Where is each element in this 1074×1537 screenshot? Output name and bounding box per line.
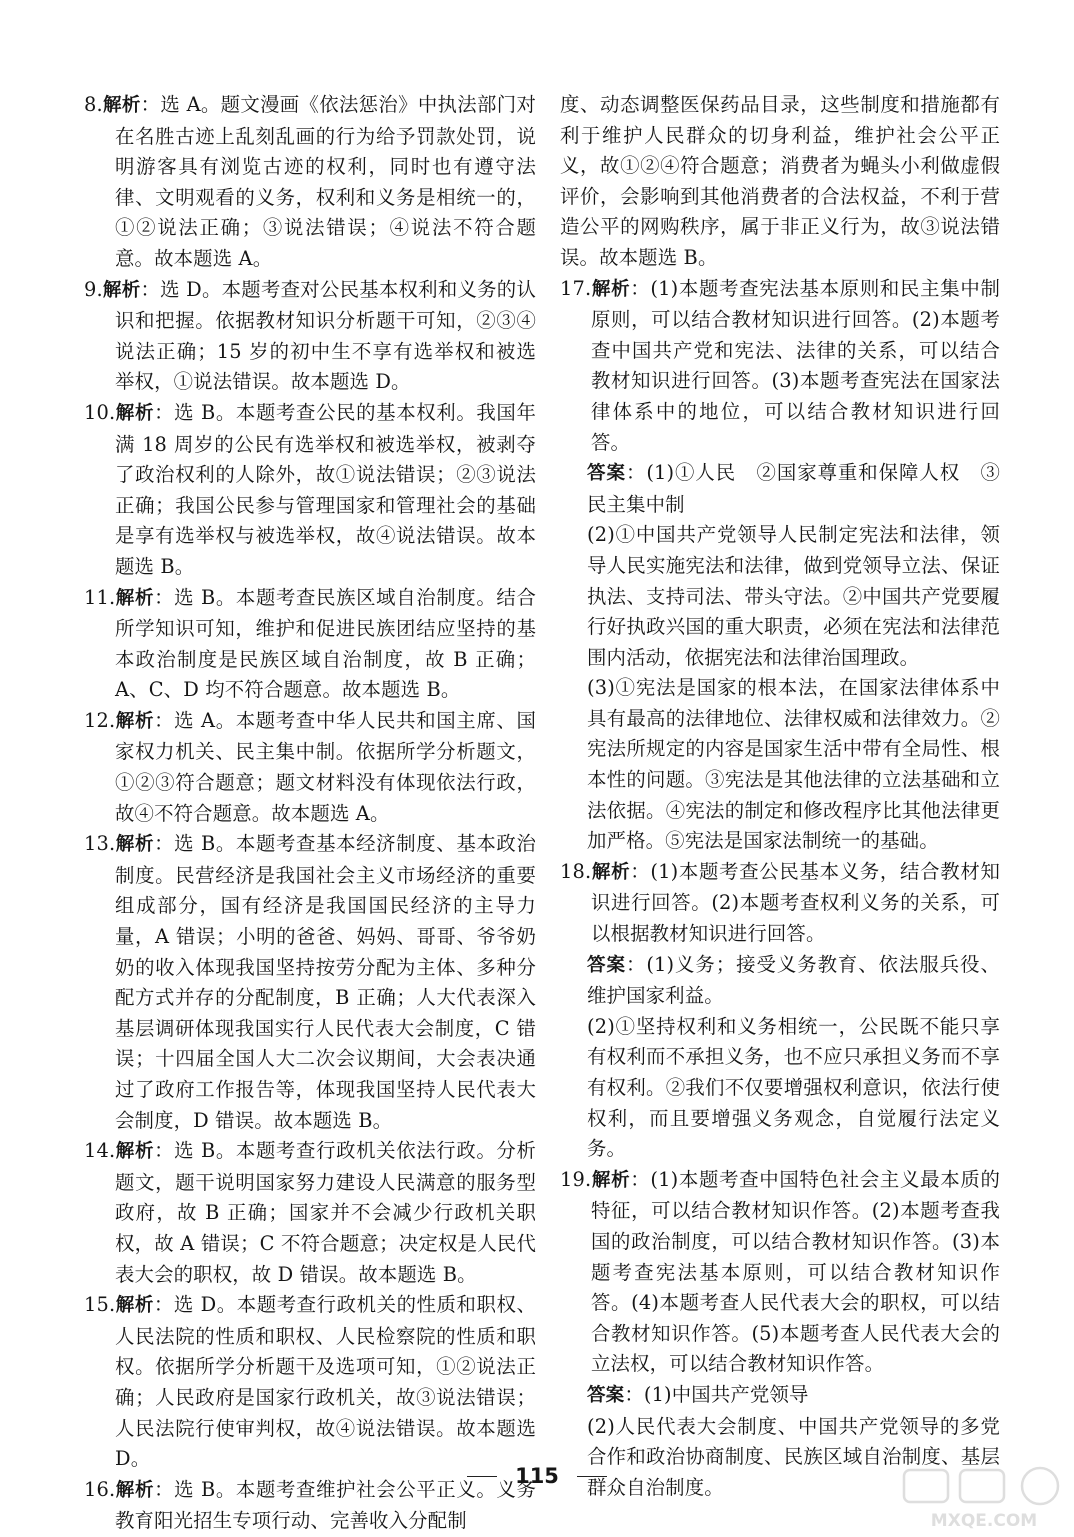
answer-item-14: 14.解析：选 B。本题考查行政机关依法行政。分析题文，题干说明国家努力建设人民满意的服务型政府，故 B 正确；国家并不会减少行政机关职权，故 A 错误；C 不符合题意；决定权是人民代表大会的职权，故 D 错误。故本题选 B。: [84, 1139, 536, 1286]
answer-17-part-2: (2)①中国共产党领导人民制定宪法和法律，领导人民实施宪法和法律，做到党领导立法、保证执法、支持司法、带头守法。②中国共产党要履行好执政兴国的重大职责，必须在宪法和法律范围内活动，依据宪法和法律治国理政。: [587, 523, 1000, 669]
footer-dash-right: [577, 1476, 607, 1477]
answer-19-part-2: (2)人民代表大会制度、中国共产党领导的多党合作和政治协商制度、民族区域自治制度、基层群众自治制度。: [587, 1414, 1000, 1499]
answer-item-16: 16.解析：选 B。本题考查维护社会公平正义。义务教育阳光招生专项行动、完善收入分配制: [84, 1477, 536, 1533]
answer-item-9: 9.解析：选 D。本题考查对公民基本权利和义务的认识和把握。依据教材知识分析题干可知，②③④说法正确；15 岁的初中生不享有选举权和被选举权，①说法错误。故本题选 D。: [84, 277, 536, 394]
page-number: 115: [515, 1464, 559, 1488]
answer-item-12: 12.解析：选 A。本题考查中华人民共和国主席、国家权力机关、民主集中制。依据所学分析题文，①②③符合题意；题文材料没有体现依法行政，故④不符合题意。故本题选 A。: [84, 708, 536, 825]
answer-item-15: 15.解析：选 D。本题考查行政机关的性质和职权、人民法院的性质和职权、人民检察院的性质和职权。依据所学分析题干及选项可知，①②说法正确；人民政府是国家行政机关，故③说法错误；人民法院行使审判权，故④说法错误。故本题选 D。: [84, 1293, 536, 1471]
left-column: [84, 90, 536, 1537]
answer-item-19: 19.解析：(1)本题考查中国特色社会主义最本质的特征，可以结合教材知识作答。(2)本题考查我国的政治制度，可以结合教材知识作答。(3)本题考查宪法基本原则，可以结合教材知识作答。(4)本题考查人民代表大会的职权，可以结合教材知识作答。(5)本题考查人民代表大会的立法权，可以结合教材知识作答。: [560, 1167, 1000, 1376]
answer-18-part-2: (2)①坚持权利和义务相统一，公民既不能只享有权利而不承担义务，也不应只承担义务而不享有权利。②我们不仅要增强权利意识，依法行使权利，而且要增强义务观念，自觉履行法定义务。: [587, 1014, 1000, 1161]
answer-item-16-continued: 度、动态调整医保药品目录，这些制度和措施都有利于维护人民群众的切身利益，维护社会公平正义，故①②④符合题意；消费者为蝇头小利做虚假评价，会影响到其他消费者的合法权益，不利于营造公平的网购秩序，属于非正义行为，故③说法错误。故本题选 B。: [560, 93, 1000, 269]
answer-item-8: 8.解析：选 A。题文漫画《依法惩治》中执法部门对在名胜古迹上乱刻乱画的行为给予罚款处罚，说明游客具有浏览古迹的权利，同时也有遵守法律、文明观看的义务，权利和义务是相统一的，①②说法正确；③说法错误；④说法不符合题意。故本题选 A。: [84, 93, 536, 270]
answer-item-11: 11.解析：选 B。本题考查民族区域自治制度。结合所学知识可知，维护和促进民族团结应坚持的基本政治制度是民族区域自治制度，故 B 正确；A、C、D 均不符合题意。故本题选 B。: [84, 585, 536, 702]
footer-dash-left: [467, 1476, 497, 1477]
right-column: [560, 90, 1000, 1503]
answer-item-18: 18.解析：(1)本题考查公民基本义务，结合教材知识进行回答。(2)本题考查权利义务的关系，可以根据教材知识进行回答。: [560, 859, 1000, 946]
answer-item-13: 13.解析：选 B。本题考查基本经济制度、基本政治制度。民营经济是我国社会主义市场经济的重要组成部分，国有经济是我国国民经济的主导力量，A 错误；小明的爸爸、妈妈、哥哥、爷爷奶奶的收入体现我国坚持按劳分配为主体、多种分配方式并存的分配制度，B 正确；人大代表深入基层调研体现我国实行人民代表大会制度，C 错误；十四届全国人大二次会议期间，大会表决通过了政府工作报告等，体现我国坚持人民代表大会制度，D 错误。故本题选 B。: [84, 832, 536, 1132]
answer-17-part-3: (3)①宪法是国家的根本法，在国家法律体系中具有最高的法律地位、法律权威和法律效力。②宪法所规定的内容是国家生活中带有全局性、根本性的问题。③宪法是其他法律的立法基础和立法依据。④宪法的制定和修改程序比其他法律更加严格。⑤宪法是国家法制统一的基础。: [587, 676, 1000, 853]
watermark-logo: [900, 1466, 1070, 1532]
answer-item-17: 17.解析：(1)本题考查宪法基本原则和民主集中制原则，可以结合教材知识进行回答。(2)本题考查中国共产党和宪法、法律的关系，可以结合教材知识进行回答。(3)本题考查宪法在国家法律体系中的地位，可以结合教材知识进行回答。: [560, 276, 1000, 454]
answer-item-10: 10.解析：选 B。本题考查公民的基本权利。我国年满 18 周岁的公民有选举权和被选举权，被剥夺了政治权利的人除外，故①说法错误；②③说法正确；我国公民参与管理国家和管理社会的基础是享有选举权与被选举权，故④说法错误。故本题选 B。: [84, 400, 536, 578]
watermark-text: MXQE.COM: [930, 1511, 1038, 1531]
answer-17-part-1: 答案：(1)①人民 ②国家尊重和保障人权 ③民主集中制: [587, 461, 1000, 516]
answer-18-part-1: 答案：(1)义务；接受义务教育、依法服兵役、维护国家利益。: [587, 952, 1000, 1008]
answer-19-part-1: 答案：(1)中国共产党领导: [587, 1382, 809, 1406]
